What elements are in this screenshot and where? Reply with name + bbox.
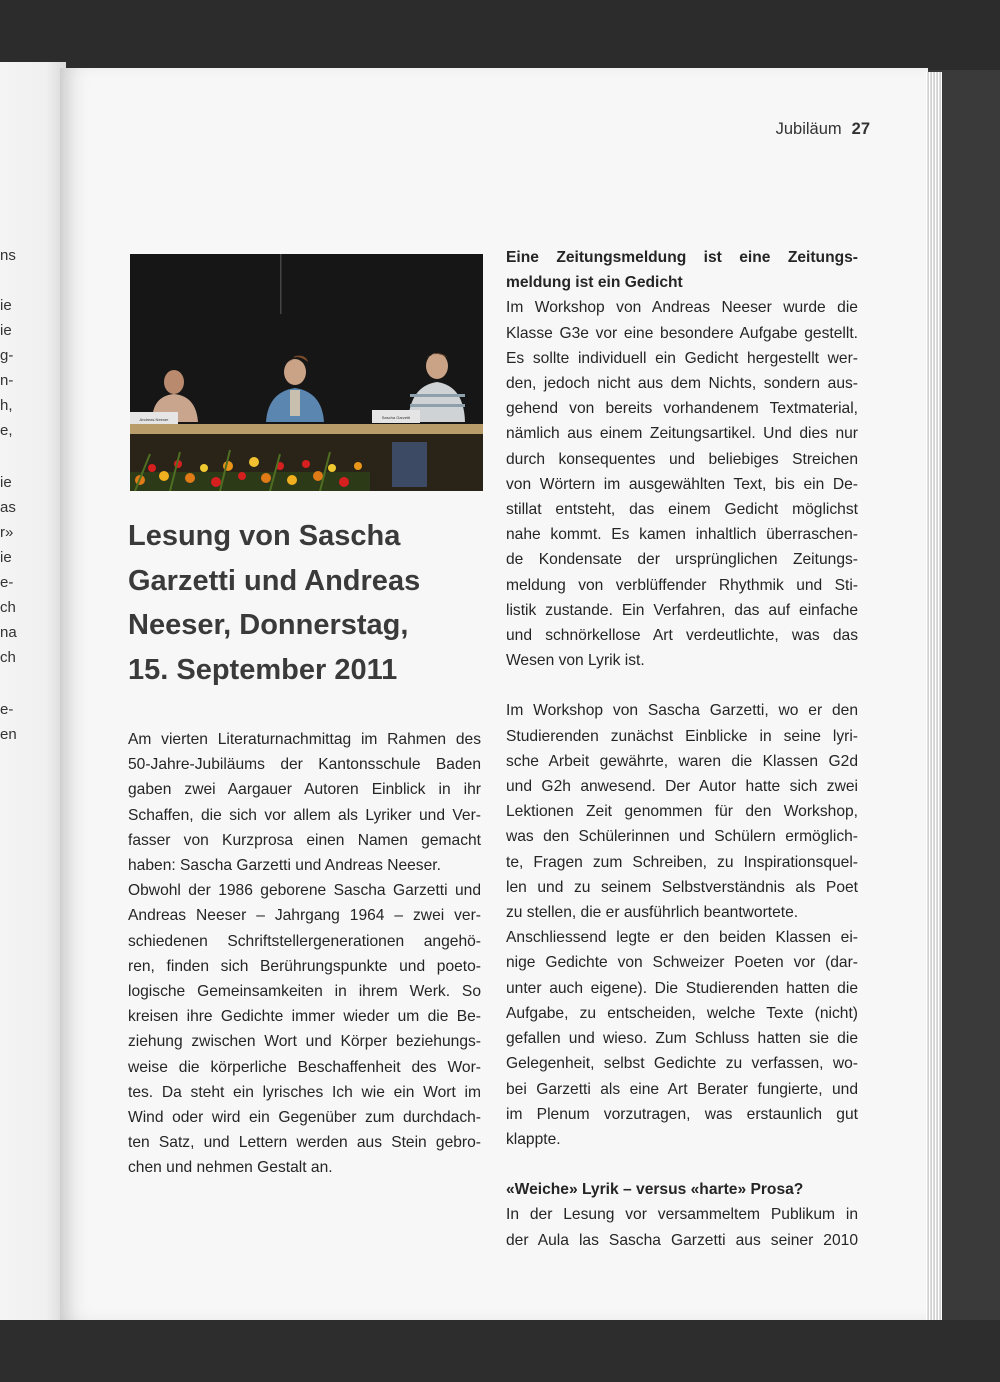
running-head (700, 120, 870, 139)
headline-line: Neeser, Donnerstag, (128, 609, 409, 641)
text-line: schiedenen Schriftstellergenerationen angehö- (128, 932, 481, 950)
text-line: was den Schülerinnen und Schülern ermöglich- (506, 828, 858, 846)
text-line: listik zustande. Ein Verfahren, das auf einfache (506, 601, 858, 619)
text-line: Wesen von Lyrik ist. (506, 652, 645, 670)
text-line: Andreas Neeser – Jahrgang 1964 – zwei ver- (128, 907, 481, 925)
page-number: 27 (851, 120, 870, 138)
headline-line: Lesung von Sascha (128, 520, 401, 552)
text-line: sche Arbeit gewährte, waren die Klassen G2d (506, 752, 858, 770)
text-line: Aufgabe, zu entscheiden, welche Texte (nicht) (506, 1004, 858, 1022)
left-fragment: h, (0, 397, 13, 414)
heading-line: Eine Zeitungsmeldung ist eine Zeitungs- (506, 249, 858, 266)
text-line: ziehung zwischen Wort und Körper beziehungs- (128, 1033, 481, 1051)
text-line: chen und nehmen Gestalt an. (128, 1159, 333, 1177)
text-line: zu stellen, die er ausführlich beantwortete. (506, 904, 799, 922)
text-line: Gelegenheit, selbst Gedichte zu verfassen, wo- (506, 1055, 858, 1073)
text-line: Es sollte individuell ein Gedicht hergestellt wer- (506, 349, 858, 367)
text-line: klappte. (506, 1130, 561, 1148)
text-line: unter auch eigene). Die Studierenden hatten die (506, 979, 858, 997)
text-line: te, Fragen zum Schreiben, zu Inspirationsquel- (506, 853, 858, 871)
text-line: ten Satz, und Lettern werden aus Stein gebro- (128, 1134, 481, 1152)
page-stack-edge (926, 72, 942, 1320)
text-line: Studierenden zunächst Einblicke in seine lyri- (506, 727, 858, 745)
left-fragment: as (0, 499, 16, 516)
nameplate-right: Sascha Garzetti (381, 415, 411, 420)
left-fragment: g- (0, 347, 14, 364)
text-line: im Plenum vorzutragen, was erstaunlich gut (506, 1105, 858, 1123)
text-line: den, jedoch nicht aus dem Nichts, sondern aus- (506, 375, 858, 393)
left-fragment: ie (0, 549, 12, 566)
text-line: gehend von bereits vorhandenem Textmaterial, (506, 400, 858, 418)
text-line: Wind oder wird ein Gegenüber zum durchdach- (128, 1109, 481, 1127)
text-line: Im Workshop von Sascha Garzetti, wo er den (506, 702, 858, 720)
text-line: und schnörkellose Art verdeutlichte, was das (506, 627, 858, 645)
text-line: len und zu seinem Selbstverständnis als Poet (506, 878, 858, 896)
section-label: Jubiläum (775, 120, 842, 138)
text-line: 50-Jahre-Jubiläums der Kantonsschule Baden (128, 756, 481, 774)
text-line: haben: Sascha Garzetti und Andreas Neeser. (128, 857, 441, 875)
text-line: nahe kommt. Es kamen inhaltlich überraschen- (506, 526, 858, 544)
section-heading (506, 1177, 858, 1202)
text-line: logische Gemeinsamkeiten in ihrem Werk. So (128, 983, 481, 1001)
text-line: der Aula las Sascha Garzetti aus seiner 2010 (506, 1231, 858, 1249)
left-page-edge (0, 62, 66, 1320)
text-line: weise die körperliche Beschaffenheit des Wor- (128, 1058, 481, 1076)
text-line: gaben zwei Aargauer Autoren Einblick in ihr (128, 781, 481, 799)
text-line: stillat entsteht, das einem Gedicht möglichst (506, 501, 858, 519)
text-line: fasser von Kurzprosa einen Namen gemacht (128, 831, 481, 849)
text-line: Schaffen, die sich vor allem als Lyriker und Ver- (128, 806, 481, 824)
text-line: ren, finden sich Berührungspunkte und poeto- (128, 957, 481, 975)
text-line: durch konsequentes und beliebiges Streichen (506, 450, 858, 468)
text-line: gefallen und wieso. Zum Schluss hatten sie die (506, 1030, 858, 1048)
text-line: Klasse G3e vor eine besondere Aufgabe gestellt. (506, 324, 858, 342)
text-line: In der Lesung vor versammeltem Publikum in (506, 1206, 858, 1224)
text-line: von Wörtern im ausgewählten Text, bis ein De- (506, 475, 858, 493)
headline-line: 15. September 2011 (128, 653, 398, 686)
text-line: nige Gedichte von Schweizer Poeten vor (dar- (506, 954, 858, 972)
text-line: kreisen ihre Gedichte immer wieder um die Be- (128, 1008, 481, 1026)
left-fragment: ch (0, 599, 16, 616)
text-line: bei Garzetti als eine Art Berater fungierte, und (506, 1080, 858, 1098)
heading-line: meldung ist ein Gedicht (506, 274, 683, 292)
scan-background-bottom (0, 1320, 1000, 1382)
text-line: nämlich aus einem Zeitungsartikel. Und dies nur (506, 425, 858, 443)
right-text-column (506, 245, 858, 1253)
left-fragment: n- (0, 372, 14, 389)
left-fragment: e- (0, 574, 14, 591)
left-fragment: na (0, 624, 17, 641)
left-fragment: ie (0, 474, 12, 491)
paragraph-gap (506, 673, 858, 698)
article-headline (128, 514, 478, 692)
headline-line: Garzetti und Andreas (128, 564, 421, 597)
left-text-column (128, 727, 481, 1181)
left-fragment: r» (0, 524, 14, 541)
text-line: Obwohl der 1986 geborene Sascha Garzetti und (128, 882, 481, 900)
left-fragment: ns (0, 247, 16, 264)
left-fragment: e- (0, 701, 14, 718)
text-line: Im Workshop von Andreas Neeser wurde die (506, 299, 858, 317)
paragraph-gap (506, 1152, 858, 1177)
text-line: Am vierten Literaturnachmittag im Rahmen des (128, 731, 481, 748)
text-line: meldung von verblüffender Rhythmik und Sti- (506, 576, 858, 594)
photo-illustration (130, 254, 483, 491)
text-line: und G2h anwesend. Der Autor hatte sich zwei (506, 778, 858, 796)
event-photo (130, 254, 483, 491)
scan-background-top (0, 0, 1000, 70)
nameplate-left: Andreas Neeser (139, 417, 169, 422)
left-fragment: ch (0, 649, 16, 666)
text-line: de Kondensate der ursprünglichen Zeitungs- (506, 551, 858, 569)
section-heading (506, 245, 858, 295)
left-fragment: e, (0, 422, 13, 439)
left-fragment: ie (0, 297, 12, 314)
heading-line: «Weiche» Lyrik – versus «harte» Prosa? (506, 1181, 804, 1199)
text-line: Anschliessend legte er den beiden Klassen ei- (506, 929, 858, 947)
text-line: tes. Da steht ein lyrisches Ich wie ein Wort im (128, 1083, 481, 1101)
text-line: Lektionen Zeit genommen für den Workshop, (506, 803, 858, 821)
left-fragment: en (0, 726, 17, 743)
left-fragment: ie (0, 322, 12, 339)
